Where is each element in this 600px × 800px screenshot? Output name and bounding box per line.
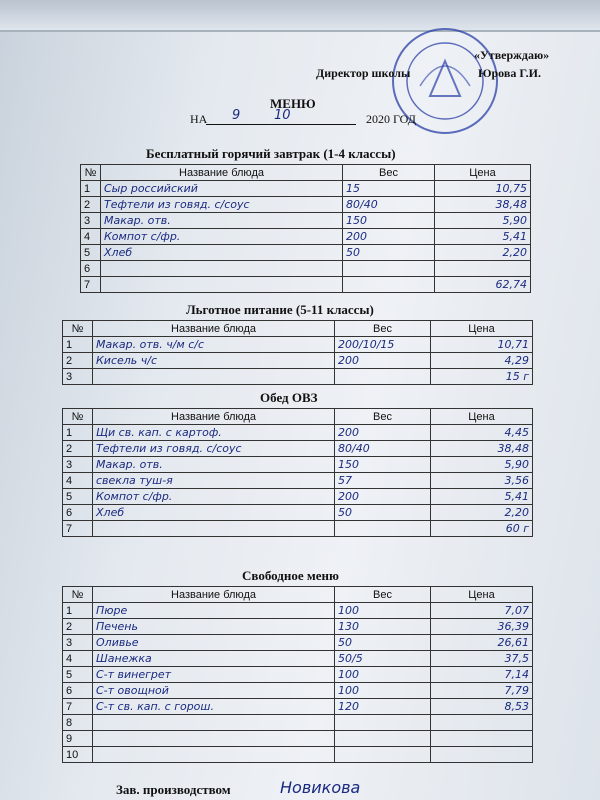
dish-price: 10,71 [431,337,533,353]
dish-price: 4,29 [431,353,533,369]
row-number: 3 [63,369,93,385]
row-number: 1 [63,425,93,441]
table-row [63,425,533,441]
dish-weight [335,521,431,537]
table-row [81,245,531,261]
table-row [63,747,533,763]
dish-name: Шанежка [93,651,335,667]
row-number: 1 [63,337,93,353]
table-row [81,181,531,197]
header-weight: Вес [335,321,431,337]
table-row [81,213,531,229]
binder-clip [0,0,600,30]
dish-price: 10,75 [435,181,531,197]
dish-name: Хлеб [93,505,335,521]
row-number: 3 [63,635,93,651]
row-number: 2 [63,619,93,635]
dish-weight: 80/40 [343,197,435,213]
header-name: Название блюда [93,587,335,603]
dish-price [431,715,533,731]
dish-weight: 150 [335,457,431,473]
dish-weight: 200 [335,425,431,441]
dish-price: 15 г [431,369,533,385]
row-number: 1 [81,181,101,197]
header-name: Название блюда [101,165,343,181]
dish-price: 5,90 [435,213,531,229]
dish-name: Компот с/фр. [93,489,335,505]
row-number: 8 [63,715,93,731]
dish-weight: 200 [335,353,431,369]
row-number: 5 [63,489,93,505]
table-row [63,369,533,385]
dish-name: Кисель ч/с [93,353,335,369]
director-label: Директор школы [316,66,411,80]
dish-weight [335,369,431,385]
signature: Новикова [280,778,361,797]
dish-name [93,369,335,385]
table-row [63,521,533,537]
dish-name: Хлеб [101,245,343,261]
signature-label: Зав. производством [116,782,231,797]
dish-price: 38,48 [431,441,533,457]
table-row [81,229,531,245]
table-row [63,699,533,715]
row-number: 9 [63,731,93,747]
page-title: МЕНЮ [270,96,316,111]
dish-price: 5,90 [431,457,533,473]
dish-name: Макар. отв. ч/м с/с [93,337,335,353]
dish-price [431,731,533,747]
header-weight: Вес [335,587,431,603]
approve-label: «Утверждаю» [474,48,550,62]
row-number: 6 [81,261,101,277]
section-title: Льготное питание (5-11 классы) [186,302,374,317]
dish-price: 36,39 [431,619,533,635]
section-title: Свободное меню [242,568,339,583]
dish-weight: 100 [335,603,431,619]
dish-price: 38,48 [435,197,531,213]
section-title: Бесплатный горячий завтрак (1-4 классы) [146,146,396,161]
dish-weight: 50 [335,505,431,521]
date-year: 2020 ГОД [366,112,416,126]
dish-weight: 150 [343,213,435,229]
header-num: № [63,587,93,603]
dish-weight [343,261,435,277]
dish-weight [335,747,431,763]
dish-price: 4,45 [431,425,533,441]
header-name: Название блюда [93,409,335,425]
dish-name: Пюре [93,603,335,619]
dish-price: 2,20 [431,505,533,521]
row-number: 2 [63,441,93,457]
menu-table [62,320,533,385]
dish-price: 5,41 [431,489,533,505]
dish-weight: 130 [335,619,431,635]
row-number: 5 [63,667,93,683]
header-price: Цена [431,409,533,425]
dish-name [93,715,335,731]
dish-weight: 57 [335,473,431,489]
header-price: Цена [431,321,533,337]
table-row [81,261,531,277]
date-line [190,108,416,127]
dish-name: С-т винегрет [93,667,335,683]
dish-name: Макар. отв. [101,213,343,229]
dish-weight: 50 [335,635,431,651]
date-day: 9 [232,108,241,123]
row-number: 3 [63,457,93,473]
header-name: Название блюда [93,321,335,337]
dish-weight: 80/40 [335,441,431,457]
dish-price: 60 г [431,521,533,537]
table-row [63,715,533,731]
header-price: Цена [435,165,531,181]
header-weight: Вес [335,409,431,425]
dish-name: Компот с/фр. [101,229,343,245]
row-number: 7 [63,699,93,715]
table-row [63,353,533,369]
dish-weight: 100 [335,667,431,683]
table-row [81,277,531,293]
dish-weight: 200 [343,229,435,245]
header-price: Цена [431,587,533,603]
dish-name [101,261,343,277]
row-number: 5 [81,245,101,261]
dish-price: 37,5 [431,651,533,667]
row-number: 4 [63,473,93,489]
dish-name: Оливье [93,635,335,651]
row-number: 1 [63,603,93,619]
menu-table [62,408,533,537]
row-number: 4 [81,229,101,245]
table-row [63,505,533,521]
row-number: 2 [81,197,101,213]
table-row [63,603,533,619]
table-header-row [81,165,531,181]
binder-edge [0,30,600,32]
row-number: 4 [63,651,93,667]
table-row [81,197,531,213]
dish-name: Макар. отв. [93,457,335,473]
table-header-row [63,409,533,425]
row-number: 10 [63,747,93,763]
table-row [63,731,533,747]
dish-price: 7,07 [431,603,533,619]
table-header-row [63,587,533,603]
table-row [63,457,533,473]
dish-price: 7,14 [431,667,533,683]
dish-name [93,731,335,747]
dish-weight [335,715,431,731]
table-row [63,635,533,651]
menu-table [62,586,533,763]
dish-name [101,277,343,293]
dish-name: С-т св. кап. с горош. [93,699,335,715]
dish-price: 7,79 [431,683,533,699]
table-row [63,651,533,667]
dish-name [93,521,335,537]
dish-name: свекла туш-я [93,473,335,489]
dish-weight: 200 [335,489,431,505]
dish-price: 62,74 [435,277,531,293]
table-row [63,619,533,635]
table-row [63,337,533,353]
row-number: 6 [63,505,93,521]
table-header-row [63,321,533,337]
dish-name: Печень [93,619,335,635]
director-name: Юрова Г.И. [478,66,541,80]
row-number: 6 [63,683,93,699]
table-row [63,441,533,457]
dish-weight: 50/5 [335,651,431,667]
date-underline [206,124,356,125]
date-month: 10 [274,108,291,123]
dish-name: Сыр российский [101,181,343,197]
dish-name [93,747,335,763]
dish-name: С-т овощной [93,683,335,699]
dish-weight [343,277,435,293]
dish-weight [335,731,431,747]
header-weight: Вес [343,165,435,181]
header-num: № [63,409,93,425]
table-row [63,683,533,699]
row-number: 7 [81,277,101,293]
header-num: № [63,321,93,337]
row-number: 2 [63,353,93,369]
dish-price [435,261,531,277]
dish-weight: 15 [343,181,435,197]
dish-name: Тефтели из говяд. с/соус [101,197,343,213]
dish-price: 8,53 [431,699,533,715]
menu-table [80,164,531,293]
dish-weight: 120 [335,699,431,715]
section-title: Обед ОВЗ [260,390,318,405]
row-number: 7 [63,521,93,537]
dish-price: 5,41 [435,229,531,245]
table-row [63,489,533,505]
dish-price: 2,20 [435,245,531,261]
table-row [63,473,533,489]
table-row [63,667,533,683]
dish-name: Щи св. кап. с картоф. [93,425,335,441]
dish-price [431,747,533,763]
dish-price: 3,56 [431,473,533,489]
row-number: 3 [81,213,101,229]
dish-price: 26,61 [431,635,533,651]
dish-name: Тефтели из говяд. с/соус [93,441,335,457]
dish-weight: 100 [335,683,431,699]
header-num: № [81,165,101,181]
dish-weight: 50 [343,245,435,261]
date-prefix: НА [190,112,208,126]
dish-weight: 200/10/15 [335,337,431,353]
